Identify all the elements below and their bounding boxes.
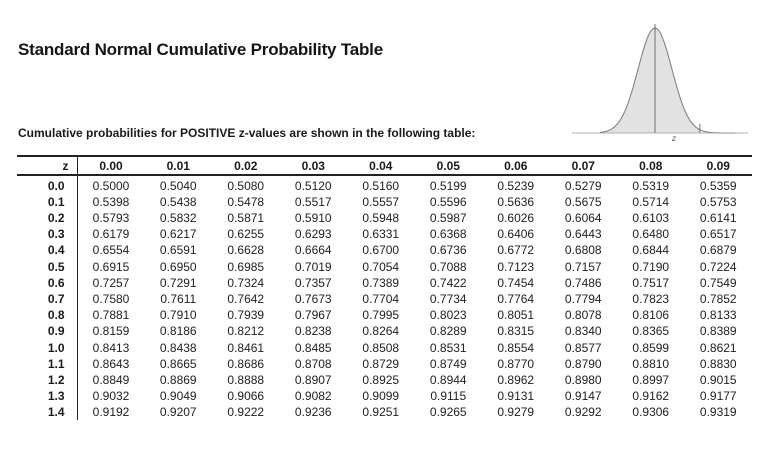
probability-cell: 0.8212 [227,324,265,338]
shaded-area [600,28,700,133]
probability-cell: 0.9265 [429,405,467,419]
probability-cell: 0.6406 [497,227,535,241]
probability-cell: 0.7549 [699,276,737,290]
table-row [17,339,752,356]
table-row [17,275,752,291]
probability-cell: 0.6985 [227,259,265,274]
table-row [17,175,752,194]
page-title: Standard Normal Cumulative Probability Table [18,40,383,59]
row-z-value: 0.5 [17,258,77,275]
probability-cell: 0.6331 [362,227,400,241]
probability-cell: 0.6368 [429,227,467,241]
probability-cell: 0.8023 [429,308,467,322]
probability-cell: 0.5080 [227,179,265,193]
probability-cell: 0.5987 [429,211,467,225]
probability-cell: 0.6591 [159,243,197,257]
row-z-value: 1.0 [17,339,77,356]
probability-cell: 0.8438 [159,340,197,355]
table-row [17,372,752,388]
probability-cell: 0.7324 [227,276,265,290]
probability-cell: 0.8264 [362,324,400,338]
probability-cell: 0.5398 [92,195,130,209]
header-col-0.03: 0.03 [280,156,348,175]
table-row [17,291,752,307]
probability-cell: 0.7642 [227,292,265,306]
probability-cell: 0.8554 [497,340,535,355]
probability-cell: 0.5040 [159,179,197,193]
table-body [17,175,752,420]
probability-cell: 0.5120 [294,179,332,193]
probability-cell: 0.6255 [227,227,265,241]
probability-cell: 0.7939 [227,308,265,322]
probability-cell: 0.6844 [632,243,670,257]
probability-cell: 0.5596 [429,195,467,209]
probability-cell: 0.6480 [632,227,670,241]
probability-cell: 0.8413 [92,340,130,355]
probability-cell: 0.6217 [159,227,197,241]
probability-cell: 0.8133 [699,308,737,322]
probability-cell: 0.6517 [699,227,737,241]
probability-cell: 0.6293 [294,227,332,241]
probability-cell: 0.8888 [227,373,265,387]
probability-cell: 0.5517 [294,195,332,209]
probability-cell: 0.5000 [92,179,130,193]
probability-table-container [17,155,752,420]
probability-cell: 0.8508 [362,340,400,355]
probability-cell: 0.9099 [362,389,400,403]
probability-cell: 0.5753 [699,195,737,209]
probability-cell: 0.6879 [699,243,737,257]
row-z-value: 0.9 [17,323,77,339]
probability-cell: 0.8790 [564,357,602,371]
probability-cell: 0.9162 [632,389,670,403]
probability-cell: 0.9236 [294,405,332,419]
probability-cell: 0.9049 [159,389,197,403]
probability-cell: 0.8849 [92,373,130,387]
header-col-0.05: 0.05 [415,156,483,175]
probability-cell: 0.8944 [429,373,467,387]
probability-cell: 0.7764 [497,292,535,306]
row-z-value: 1.1 [17,356,77,372]
probability-cell: 0.8365 [632,324,670,338]
probability-cell: 0.6026 [497,211,535,225]
probability-cell: 0.6554 [92,243,130,257]
probability-cell: 0.7019 [294,259,332,274]
probability-cell: 0.6950 [159,259,197,274]
probability-cell: 0.9082 [294,389,332,403]
probability-cell: 0.9251 [362,405,400,419]
probability-cell: 0.6664 [294,243,332,257]
probability-cell: 0.9306 [632,405,670,419]
probability-cell: 0.7852 [699,292,737,306]
probability-cell: 0.6772 [497,243,535,257]
probability-cell: 0.8078 [564,308,602,322]
probability-cell: 0.7054 [362,259,400,274]
probability-cell: 0.6628 [227,243,265,257]
probability-cell: 0.5636 [497,195,535,209]
probability-cell: 0.8810 [632,357,670,371]
probability-cell: 0.9222 [227,405,265,419]
row-z-value: 0.2 [17,210,77,226]
probability-cell: 0.7357 [294,276,332,290]
probability-cell: 0.8485 [294,340,332,355]
probability-cell: 0.7704 [362,292,400,306]
probability-cell: 0.8686 [227,357,265,371]
probability-cell: 0.7734 [429,292,467,306]
probability-cell: 0.8577 [564,340,602,355]
table-row [17,242,752,258]
probability-cell: 0.9032 [92,389,130,403]
probability-cell: 0.7517 [632,276,670,290]
probability-cell: 0.8665 [159,357,197,371]
probability-cell: 0.5239 [497,179,535,193]
probability-cell: 0.7823 [632,292,670,306]
probability-cell: 0.9177 [699,389,737,403]
probability-cell: 0.9192 [92,405,130,419]
probability-cell: 0.8925 [362,373,400,387]
probability-cell: 0.9279 [497,405,535,419]
table-caption: Cumulative probabilities for POSITIVE z-values are shown in the following table: [18,126,476,140]
probability-cell: 0.9147 [564,389,602,403]
probability-cell: 0.7580 [92,292,130,306]
header-row [17,156,752,175]
probability-cell: 0.5793 [92,211,130,225]
probability-cell: 0.7224 [699,259,737,274]
probability-cell: 0.9131 [497,389,535,403]
probability-cell: 0.7486 [564,276,602,290]
probability-cell: 0.8708 [294,357,332,371]
probability-cell: 0.7123 [497,259,535,274]
probability-cell: 0.9115 [430,389,467,403]
probability-cell: 0.8106 [632,308,670,322]
z-marker-label: z [672,134,676,143]
header-col-0.09: 0.09 [685,156,753,175]
probability-cell: 0.9066 [227,389,265,403]
probability-cell: 0.7995 [362,308,400,322]
row-z-value: 0.8 [17,307,77,323]
row-z-value: 0.4 [17,242,77,258]
probability-cell: 0.9319 [699,405,737,419]
probability-cell: 0.6103 [632,211,670,225]
header-col-0.04: 0.04 [347,156,415,175]
header-col-0.06: 0.06 [482,156,550,175]
probability-cell: 0.8770 [497,357,535,371]
table-row [17,356,752,372]
header-col-0.00: 0.00 [77,156,145,175]
row-z-value: 0.7 [17,291,77,307]
probability-cell: 0.5319 [632,179,670,193]
probability-cell: 0.7611 [160,292,197,306]
table-row [17,323,752,339]
probability-cell: 0.8340 [564,324,602,338]
row-z-value: 1.3 [17,388,77,404]
probability-cell: 0.9207 [159,405,197,419]
probability-cell: 0.8749 [429,357,467,371]
header-z: z [17,156,77,175]
probability-cell: 0.7190 [632,259,670,274]
probability-cell: 0.5557 [362,195,400,209]
probability-cell: 0.8907 [294,373,332,387]
probability-cell: 0.9292 [564,405,602,419]
probability-cell: 0.8159 [92,324,130,338]
row-z-value: 0.3 [17,226,77,242]
probability-cell: 0.8621 [699,340,737,355]
probability-cell: 0.7967 [294,308,332,322]
probability-cell: 0.5832 [159,211,197,225]
probability-cell: 0.6808 [564,243,602,257]
probability-cell: 0.9015 [699,373,737,387]
probability-cell: 0.5279 [564,179,602,193]
probability-cell: 0.5714 [632,195,670,209]
probability-cell: 0.5359 [699,179,737,193]
probability-cell: 0.7389 [362,276,400,290]
probability-cell: 0.5675 [564,195,602,209]
table-row [17,194,752,210]
probability-cell: 0.8315 [497,324,535,338]
probability-cell: 0.7088 [429,259,467,274]
probability-cell: 0.8962 [497,373,535,387]
probability-cell: 0.6064 [564,211,602,225]
table-row [17,388,752,404]
probability-cell: 0.6443 [564,227,602,241]
probability-cell: 0.8186 [159,324,197,338]
probability-cell: 0.6141 [699,211,737,225]
probability-cell: 0.8869 [159,373,197,387]
probability-cell: 0.5160 [362,179,400,193]
table-header [17,156,752,175]
probability-cell: 0.5910 [294,211,332,225]
probability-cell: 0.7673 [294,292,332,306]
header-col-0.01: 0.01 [145,156,213,175]
probability-cell: 0.6915 [92,259,130,274]
probability-cell: 0.8238 [294,324,332,338]
probability-cell: 0.7157 [564,259,602,274]
probability-cell: 0.7257 [92,276,130,290]
table-row [17,226,752,242]
probability-cell: 0.5199 [429,179,467,193]
row-z-value: 1.4 [17,404,77,420]
row-z-value: 1.2 [17,372,77,388]
header-col-0.08: 0.08 [617,156,685,175]
probability-cell: 0.8997 [632,373,670,387]
probability-cell: 0.6700 [362,243,400,257]
row-z-value: 0.1 [17,194,77,210]
probability-cell: 0.8461 [227,340,265,355]
probability-cell: 0.8531 [429,340,467,355]
header-col-0.02: 0.02 [212,156,280,175]
probability-cell: 0.5478 [227,195,265,209]
probability-cell: 0.8980 [564,373,602,387]
probability-cell: 0.5438 [159,195,197,209]
probability-cell: 0.7422 [429,276,467,290]
probability-cell: 0.8389 [699,324,737,338]
probability-cell: 0.8729 [362,357,400,371]
table-row [17,307,752,323]
probability-cell: 0.7794 [564,292,602,306]
row-z-value: 0.6 [17,275,77,291]
header-col-0.07: 0.07 [550,156,618,175]
table-row [17,404,752,420]
probability-cell: 0.7881 [92,308,130,322]
probability-cell: 0.6179 [92,227,130,241]
probability-cell: 0.7291 [159,276,197,290]
probability-cell: 0.8830 [699,357,737,371]
row-z-value: 0.0 [17,175,77,194]
probability-cell: 0.7910 [159,308,197,322]
probability-cell: 0.5948 [362,211,400,225]
table-row [17,210,752,226]
probability-cell: 0.5871 [227,211,265,225]
probability-cell: 0.8051 [497,308,535,322]
table-row [17,258,752,275]
probability-cell: 0.8643 [92,357,130,371]
probability-table [17,155,752,420]
probability-cell: 0.7454 [497,276,535,290]
probability-cell: 0.6736 [429,243,467,257]
probability-cell: 0.8599 [632,340,670,355]
probability-cell: 0.8289 [429,324,467,338]
normal-curve-figure [560,8,760,148]
